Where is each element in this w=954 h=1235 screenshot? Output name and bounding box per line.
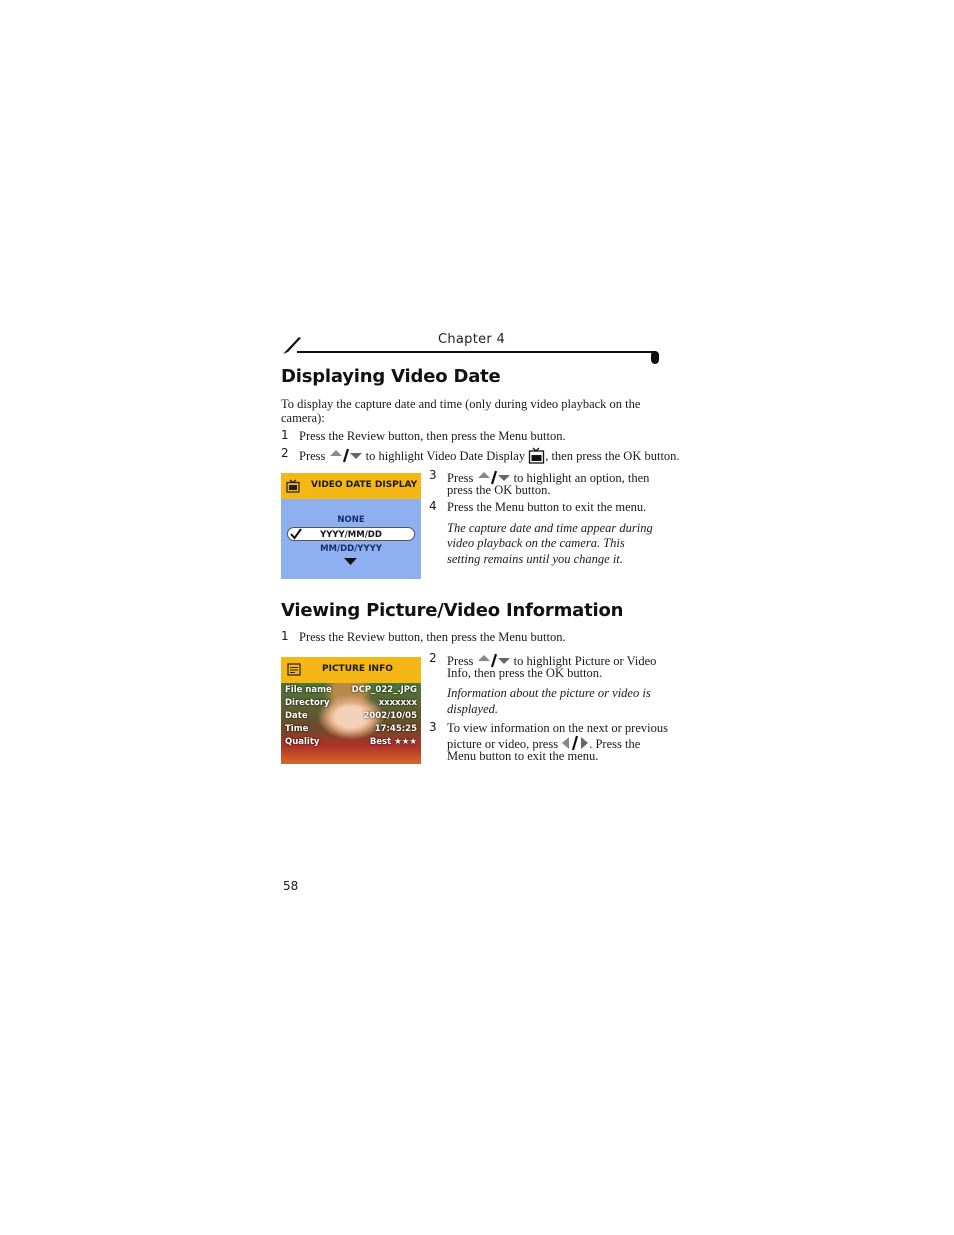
picture-info-screen (281, 657, 421, 764)
info-row (281, 737, 421, 750)
screen-title: PICTURE INFO (322, 664, 393, 674)
page-number: 58 (283, 879, 299, 893)
step-number: 3 (429, 720, 437, 734)
info-label: Directory (285, 698, 330, 708)
screen-title: VIDEO DATE DISPLAY (311, 480, 418, 490)
step-number: 2 (281, 446, 289, 460)
info-row (281, 711, 421, 724)
info-label: Date (285, 711, 308, 721)
option-mm-dd-yyyy[interactable]: MM/DD/YYYY (320, 544, 382, 554)
note-line: video playback on the camera. This (447, 536, 625, 550)
screen-title-bar (281, 657, 421, 683)
step-text-part: Press (447, 471, 474, 485)
step-text-part: picture or video, press (447, 737, 559, 751)
step-text-part: Press (447, 654, 474, 668)
step-text: press the OK button. (447, 483, 551, 497)
note-line: setting remains until you change it. (447, 552, 623, 566)
step-text: Press the Review button, then press the Menu button. (299, 630, 566, 644)
step-text: Info, then press the OK button. (447, 666, 603, 680)
step-text: Menu button to exit the menu. (447, 749, 599, 763)
step-number: 2 (429, 651, 437, 665)
option-none[interactable]: NONE (337, 515, 365, 525)
info-value: 17:45:25 (374, 724, 417, 734)
step-text-part: to highlight an option, then (513, 471, 650, 485)
info-label: Time (285, 724, 309, 734)
chapter-label: Chapter 4 (438, 332, 506, 347)
info-row (281, 724, 421, 737)
chapter-rule-line (297, 351, 655, 353)
chapter-rule-end (651, 351, 659, 364)
info-label: Quality (285, 737, 320, 747)
step-number: 1 (281, 428, 289, 442)
note-line: displayed. (447, 702, 499, 716)
note-line: The capture date and time appear during (447, 521, 653, 535)
step-number: 1 (281, 629, 289, 643)
step-text-part: to highlight Video Date Display (365, 449, 526, 463)
video-date-display-screen (281, 473, 421, 579)
screen-title-bar (281, 473, 421, 499)
info-label: File name (285, 685, 332, 695)
step-text (299, 447, 680, 464)
video-date-display-icon (528, 447, 545, 464)
down-arrow-icon (344, 558, 357, 566)
step-text-part: . Press the (589, 737, 641, 751)
section-title-video-date: Displaying Video Date (281, 366, 501, 387)
up-down-arrows-icon (329, 447, 363, 463)
tv-menu-icon (286, 479, 300, 493)
step-number: 4 (429, 499, 437, 513)
step-text: Press the Menu button to exit the menu. (447, 500, 647, 514)
info-menu-icon (287, 663, 301, 676)
options-panel (281, 499, 421, 579)
info-row (281, 698, 421, 711)
step-text: Press the Review button, then press the Menu button. (299, 429, 566, 443)
info-value: xxxxxxx (378, 698, 417, 708)
intro-line-2: camera): (281, 411, 325, 425)
step-text-part: to highlight Picture or Video (513, 654, 657, 668)
info-row (281, 685, 421, 698)
step-text: To view information on the next or previous (447, 721, 668, 735)
option-yyyy-mm-dd[interactable]: YYYY/MM/DD (320, 530, 382, 540)
info-value: Best ★★★ (369, 737, 417, 747)
info-value: DCP_022_.JPG (351, 685, 417, 695)
info-value: 2002/10/05 (363, 711, 417, 721)
intro-line-1: To display the capture date and time (only during video playback on the (281, 397, 641, 411)
step-text-part: , then press the OK button. (545, 449, 680, 463)
step-text-part: Press (299, 449, 326, 463)
step-number: 3 (429, 468, 437, 482)
picture-preview (281, 683, 421, 764)
note-line: Information about the picture or video is (447, 686, 651, 700)
section-title-picture-info: Viewing Picture/Video Information (281, 600, 624, 621)
